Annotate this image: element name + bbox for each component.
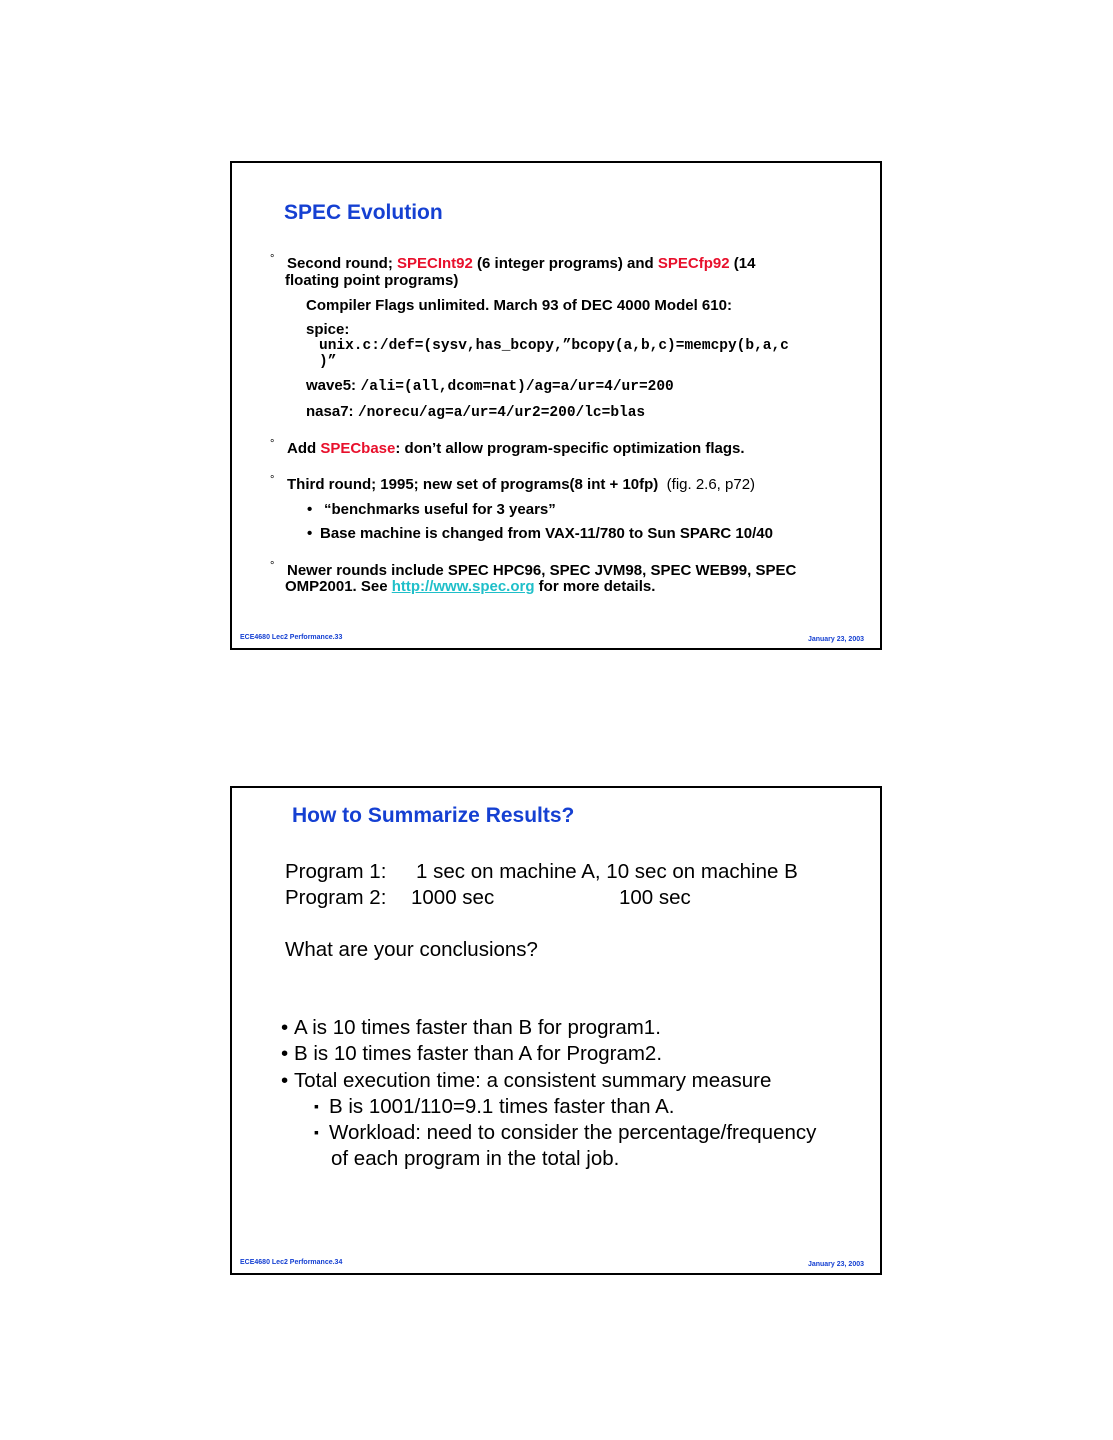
slide-title: How to Summarize Results? [292, 804, 575, 827]
bullet-second-round-line2: floating point programs) [285, 272, 459, 289]
figure-reference: (fig. 2.6, p72) [666, 476, 756, 493]
slide-34 [230, 786, 882, 1275]
wave5-line [306, 377, 674, 395]
sub-bullet-benchmarks: “benchmarks useful for 3 years” [324, 501, 556, 518]
bullet-a-faster: A is 10 times faster than B for program1. [294, 1016, 661, 1039]
spice-code-line1: unix.c:/def=(sysv,has_bcopy,”bcopy(a,b,c)=memcpy(b,a,c [319, 338, 789, 354]
nasa7-code: /norecu/ag=a/ur=4/ur2=200/lc=blas [357, 405, 646, 421]
spice-code-line2: )” [319, 354, 337, 370]
bullet-newer-rounds: Newer rounds include SPEC HPC96, SPEC JVM98, SPEC WEB99, SPEC [287, 562, 797, 579]
bullet-newer-rounds-line2: OMP2001. See http://www.spec.org for more details. [285, 578, 656, 595]
program1-text: 1 sec on machine A, 10 sec on machine B [416, 860, 798, 883]
slide-title: SPEC Evolution [284, 201, 443, 224]
bullet-marker: ° [270, 560, 275, 572]
nasa7-line [306, 403, 645, 421]
bullet-b-faster: B is 10 times faster than A for Program2. [294, 1042, 663, 1065]
program2-label: Program 2: [285, 886, 387, 909]
spec-int92: SPECInt92 [397, 255, 473, 272]
spec-website-link[interactable]: http://www.spec.org [391, 578, 535, 595]
footer-slide-id: ECE4680 Lec2 Performance.33 [240, 634, 343, 641]
bullet-third-round: Third round; 1995; new set of programs(8 int + 10fp) (fig. 2.6, p72) [287, 476, 756, 493]
bullet-marker: • [281, 1069, 289, 1092]
nasa7-label: nasa7: [306, 403, 354, 420]
wave5-code: /ali=(all,dcom=nat)/ag=a/ur=4/ur=200 [360, 379, 674, 395]
conclusions-question: What are your conclusions? [285, 938, 538, 961]
footer-date: January 23, 2003 [807, 1261, 864, 1268]
sub-bullet-workload: Workload: need to consider the percentage/frequency [329, 1121, 817, 1144]
sub-bullet-marker: • [307, 501, 313, 518]
wave5-label: wave5: [306, 377, 357, 394]
bullet-marker: • [281, 1042, 289, 1065]
program2-machine-b: 100 sec [619, 886, 691, 909]
compiler-flags-text: Compiler Flags unlimited. March 93 of DEC 4000 Model 610: [306, 297, 732, 314]
program2-machine-a: 1000 sec [411, 886, 495, 909]
bullet-marker: ° [270, 253, 275, 265]
footer-slide-id: ECE4680 Lec2 Performance.34 [240, 1259, 343, 1266]
bullet-marker: ° [270, 438, 275, 450]
sub-bullet-workload-cont: of each program in the total job. [331, 1147, 620, 1170]
sub-bullet-base-machine: Base machine is changed from VAX-11/780 to Sun SPARC 10/40 [320, 525, 773, 542]
bullet-marker: • [281, 1016, 289, 1039]
program1-label: Program 1: [285, 860, 387, 883]
spec-base: SPECbase [320, 440, 396, 457]
sub-bullet-marker: ▪ [314, 1098, 319, 1114]
sub-bullet-b-faster-ratio: B is 1001/110=9.1 times faster than A. [329, 1095, 675, 1118]
bullet-second-round: Second round; SPECInt92 (6 integer programs) and SPECfp92 (14 [287, 255, 756, 272]
bullet-spec-base: Add SPECbase: don’t allow program-specific optimization flags. [287, 440, 745, 457]
spice-label: spice: [306, 321, 350, 338]
sub-bullet-marker: ▪ [314, 1124, 319, 1140]
sub-bullet-marker: • [307, 525, 313, 542]
bullet-marker: ° [270, 474, 275, 486]
footer-date: January 23, 2003 [807, 636, 864, 643]
spec-fp92: SPECfp92 [657, 255, 730, 272]
bullet-total-execution-time: Total execution time: a consistent summary measure [294, 1069, 772, 1092]
slide-33 [230, 161, 882, 650]
